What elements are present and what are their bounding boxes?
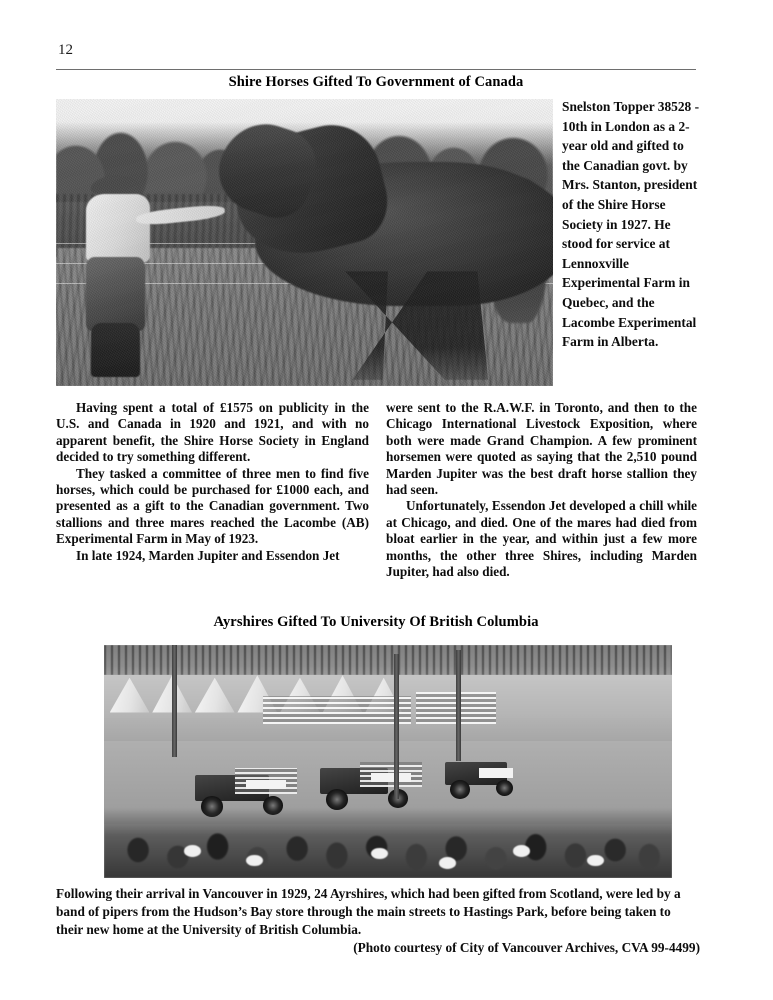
paragraph: In late 1924, Marden Jupiter and Essendon Jet: [76, 547, 340, 563]
photo-perimeter-fence: [104, 645, 672, 675]
truck-banner: [246, 780, 286, 789]
utility-pole: [394, 654, 399, 798]
paragraph: Having spent a total of £1575 on publicity in the U.S. and Canada in 1920 and 1921, and with no apparent benefit, the Shire Horse Society in England decided to try something different.: [56, 400, 369, 465]
page-number: 12: [58, 42, 73, 58]
section-title-shire-horses: Shire Horses Gifted To Government of Canada: [228, 74, 524, 90]
truck-wheel: [450, 780, 470, 799]
handler-boots: [91, 323, 141, 378]
straw-hat: [587, 855, 604, 867]
photo-shire-stallion: [56, 99, 553, 386]
handler-shirt: [86, 194, 151, 263]
straw-hat: [513, 845, 530, 857]
handler-flat-cap: [91, 176, 141, 193]
truck-banner: [371, 773, 411, 782]
section-title-ayrshires: Ayrshires Gifted To University Of British Columbia: [213, 614, 539, 630]
body-column-left: [56, 400, 369, 564]
photo-ayrshires-hastings-park: [104, 645, 672, 878]
caption-snelston-topper: Snelston Topper 38528 - 10th in London as a 2-year old and gifted to the Canadian govt. by Mrs. Stanton, president of the Shire Horse Society in 1927. He stood for service at Lennoxville Experimental Farm in Quebec, and the Lacombe Experimental Farm in Alberta.: [562, 99, 700, 350]
header-divider: [56, 69, 696, 70]
straw-hat: [184, 845, 201, 857]
paragraph: Unfortunately, Essendon Jet developed a chill while at Chicago, and died. One of the mares had died from bloat earlier in the year, and within just a few more months, the other three Shires, including Marden Jupiter, had also died.: [386, 498, 697, 580]
straw-hat: [439, 857, 456, 869]
photo-credit-line: (Photo courtesy of City of Vancouver Archives, CVA 99-4499): [353, 940, 700, 955]
utility-pole: [172, 645, 177, 757]
truck-banner: [479, 768, 513, 777]
paragraph: They tasked a committee of three men to find five horses, which could be purchased for £1000 each, and presented as a gift to the Canadian government. Two stallions and three mares reached the Lacombe (AB) Experimental Farm in May of 1923.: [56, 465, 369, 547]
body-column-right: [386, 400, 697, 580]
paragraph: were sent to the R.A.W.F. in Toronto, and then to the Chicago International Livestock Exposition, where both were made Grand Champion. A few prominent horsemen were quoted as saying that the 2,510 pound Marden Jupiter was the best draft horse stallion they had seen.: [386, 400, 697, 498]
photo-spectator-crowd: [104, 808, 672, 878]
utility-pole: [456, 650, 461, 762]
livestock-pen: [263, 696, 411, 724]
caption-ayrshires-arrival: Following their arrival in Vancouver in 1929, 24 Ayrshires, which had been gifted from Scotland, were led by a band of pipers from the Hudson’s Bay store through the main streets to Hastings Park, before being taken to their new home at the University of British Columbia.: [56, 886, 681, 937]
handler-trousers: [86, 257, 146, 332]
